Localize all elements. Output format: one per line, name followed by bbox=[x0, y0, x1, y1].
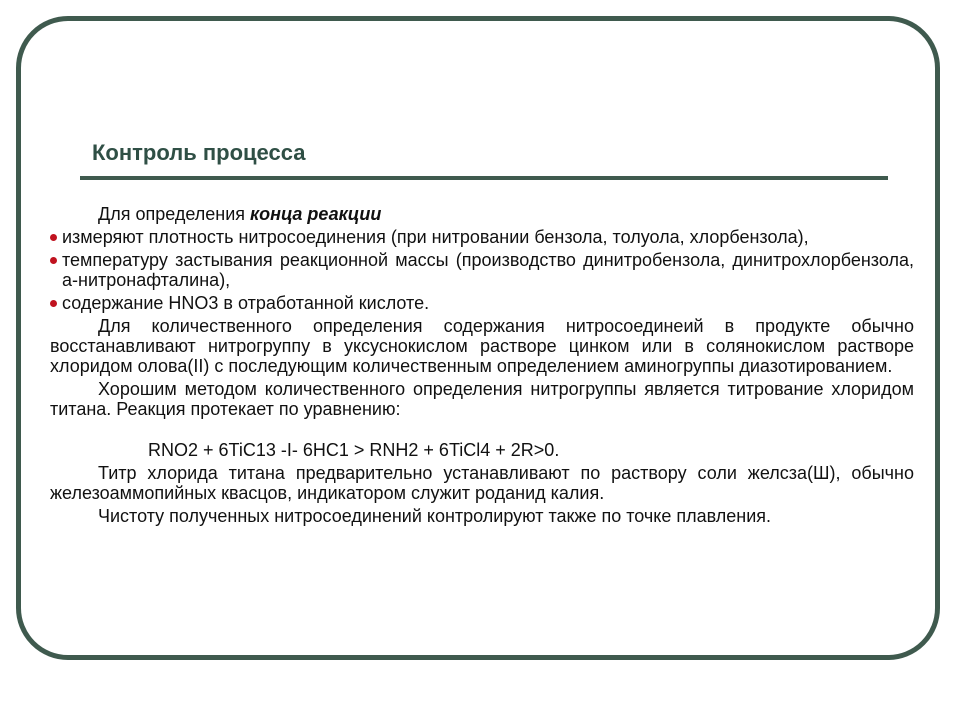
intro-emphasis: конца реакции bbox=[250, 204, 382, 224]
bullet-dot-icon bbox=[50, 234, 57, 241]
bullet-dot-icon bbox=[50, 300, 57, 307]
paragraph-melting-point: Чистоту полученных нитросоединений контролируют также по точке плавления. bbox=[98, 506, 772, 526]
title-underline bbox=[80, 176, 888, 180]
intro-paragraph bbox=[50, 204, 914, 224]
paragraph-titration: Хорошим методом количественного определения нитрогруппы является титрование хлоридом титана. Реакция протекает по уравнению: bbox=[50, 379, 914, 419]
bullet-item bbox=[50, 293, 914, 313]
slide-title: Контроль процесса bbox=[92, 140, 306, 165]
paragraph-reduction: Для количественного определения содержания нитросоединеий в продукте обычно восстанавливают нитрогруппу в уксуснокислом растворе цинком или в солянокислом растворе хлоридом олова(II) с последующим количественным определением аминогруппы диазотированием. bbox=[50, 316, 914, 376]
paragraph-titer: Титр хлорида титана предварительно устанавливают по раствору соли желсза(Ш), обычно железоаммопийных квасцов, индикатором служит роданид калия. bbox=[50, 463, 914, 503]
bullet-item bbox=[50, 227, 914, 247]
bullet-dot-icon bbox=[50, 257, 57, 264]
bullet-item bbox=[50, 250, 914, 290]
reaction-equation: RNO2 + 6TiC13 -I- 6HC1 > RNH2 + 6TiCl4 + 2R>0. bbox=[148, 440, 560, 460]
bullet-text: содержание HNO3 в отработанной кислоте. bbox=[62, 293, 430, 313]
bullet-text: измеряют плотность нитросоединения (при нитровании бензола, толуола, хлорбензола), bbox=[62, 227, 809, 247]
slide-body bbox=[50, 204, 914, 529]
intro-prefix: Для определения bbox=[98, 204, 250, 224]
bullet-text: температуру застывания реакционной массы (производство динитробензола, динитрохлорбензола, а-нитронафталина), bbox=[62, 250, 914, 290]
